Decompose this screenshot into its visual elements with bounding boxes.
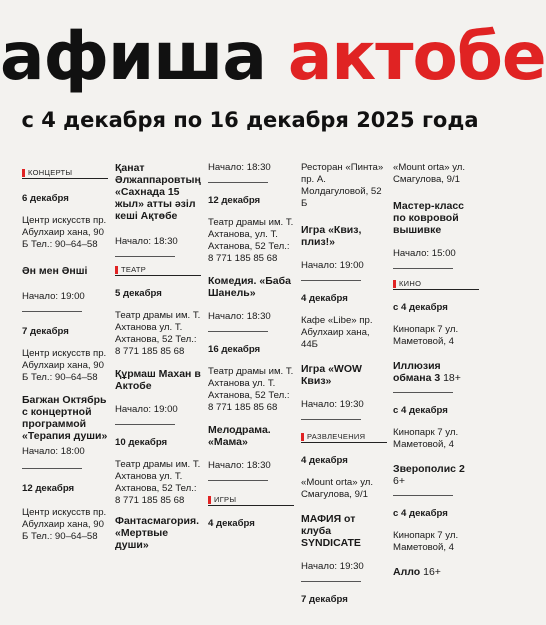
event-date: с 4 декабря — [393, 405, 448, 416]
event-date: 4 декабря — [301, 455, 348, 466]
column-1 — [22, 162, 108, 543]
event-date: 12 декабря — [22, 483, 75, 494]
category-games: ИГРЫ — [208, 495, 294, 506]
event-venue: Кафе «Libe» пр. Абулхаир хана, 44Б — [301, 315, 373, 350]
divider — [393, 392, 453, 393]
divider — [301, 280, 361, 281]
category-concerts: КОНЦЕРТЫ — [22, 168, 108, 179]
event-date: 6 декабря — [22, 193, 69, 204]
age-rating: 16+ — [423, 566, 441, 578]
event-venue: Кинопарк 7 ул. Маметовой, 4 — [393, 530, 459, 553]
category-theatre: ТЕАТР — [115, 265, 201, 276]
event-title — [393, 463, 479, 487]
event-title: Ән мен Әнші — [22, 265, 88, 277]
event-time: Начало: 18:30 — [208, 311, 271, 322]
event-date: 10 декабря — [115, 437, 168, 448]
event-time: Начало: 18:00 — [22, 446, 85, 457]
event-title: Құрмаш Махан в Актобе — [115, 368, 201, 392]
event-title — [393, 566, 479, 578]
divider — [22, 468, 82, 469]
event-venue: Центр искусств пр. Абулхаир хана, 90 Б Тел.: 90–64–58 — [22, 348, 107, 383]
divider — [301, 581, 361, 582]
age-rating: 18+ — [443, 372, 461, 384]
movie-title: Иллюзия обмана 3 — [393, 360, 441, 384]
event-venue: Театр драмы им. Т. Ахтанова ул. Т. Ахтанова, 52 Тел.: 8 771 185 85 68 — [115, 459, 201, 506]
event-venue: Театр драмы им. Т. Ахтанова ул. Т. Ахтанова, 52 Тел.: 8 771 185 85 68 — [115, 310, 201, 357]
event-time: Начало: 19:30 — [301, 399, 364, 410]
movie-title: Зверополис 2 — [393, 463, 465, 475]
event-title — [393, 360, 479, 384]
movie-title: Алло — [393, 566, 421, 578]
category-entertainment: РАЗВЛЕЧЕНИЯ — [301, 432, 387, 443]
column-4 — [301, 162, 387, 612]
event-date: 12 декабря — [208, 195, 261, 206]
event-time: Начало: 18:30 — [208, 162, 271, 173]
event-date: 7 декабря — [22, 326, 69, 337]
event-time: Начало: 19:30 — [301, 561, 364, 572]
event-title: МАФИЯ от клуба SYNDICATE — [301, 513, 361, 549]
event-title: Қанат Әлжаппаровтың «Сахнада 15 жыл» атты әзіл кеші Ақтөбе — [115, 162, 201, 222]
event-title: Багжан Октябрь с концертной программой «Терапия души» — [22, 394, 108, 442]
age-rating: 6+ — [393, 475, 405, 487]
column-3 — [208, 162, 294, 536]
event-title: Мелодрама. «Мама» — [208, 424, 271, 448]
event-venue: Театр драмы им. Т. Ахтанова, ул. Т. Ахтанова, 52 Тел.: 8 771 185 85 68 — [208, 217, 294, 264]
event-venue: Кинопарк 7 ул. Маметовой, 4 — [393, 324, 459, 347]
event-venue: Ресторан «Пинта» пр. А. Молдагуловой, 52 Б — [301, 162, 384, 209]
event-date: 7 декабря — [301, 594, 348, 605]
divider — [301, 419, 361, 420]
event-time: Начало: 15:00 — [393, 248, 456, 259]
event-title: Игра «Квиз, плиз!» — [301, 224, 362, 248]
column-2 — [115, 162, 201, 555]
column-5 — [393, 162, 479, 582]
event-venue: Центр искусств пр. Абулхаир хана, 90 Б Тел.: 90–64–58 — [22, 507, 107, 542]
event-time: Начало: 18:30 — [115, 236, 178, 247]
event-date: 4 декабря — [301, 293, 348, 304]
event-date: 5 декабря — [115, 288, 162, 299]
divider — [208, 331, 268, 332]
event-title: Фантасмагория. «Мертвые души» — [115, 515, 199, 551]
divider — [115, 256, 175, 257]
event-date: с 4 декабря — [393, 508, 448, 519]
event-time: Начало: 19:00 — [22, 291, 85, 302]
divider — [22, 311, 82, 312]
event-time: Начало: 19:00 — [301, 260, 364, 271]
title-black: афиша — [0, 18, 266, 95]
category-cinema: КИНО — [393, 279, 479, 290]
event-date: 4 декабря — [208, 518, 255, 529]
event-title: Игра «WOW Квиз» — [301, 363, 362, 387]
divider — [393, 495, 453, 496]
event-date: 16 декабря — [208, 344, 261, 355]
event-venue: Кинопарк 7 ул. Маметовой, 4 — [393, 427, 459, 450]
date-range-subtitle: с 4 декабря по 16 декабря 2025 года — [21, 108, 479, 132]
event-time: Начало: 18:30 — [208, 460, 271, 471]
divider — [393, 268, 453, 269]
divider — [208, 480, 268, 481]
event-venue: Центр искусств пр. Абулхаир хана, 90 Б Тел.: 90–64–58 — [22, 215, 107, 250]
page-title — [0, 18, 546, 95]
event-title: Комедия. «Баба Шанель» — [208, 275, 291, 299]
event-venue: «Mount orta» ул. Смагулова, 9/1 — [393, 162, 466, 185]
divider — [115, 424, 175, 425]
event-venue: «Mount orta» ул. Смагулова, 9/1 — [301, 477, 374, 500]
event-date: с 4 декабря — [393, 302, 448, 313]
divider — [208, 182, 268, 183]
title-red: актобе — [287, 18, 546, 95]
event-venue: Театр драмы им. Т. Ахтанова ул. Т. Ахтанова, 52 Тел.: 8 771 185 85 68 — [208, 366, 294, 413]
event-time: Начало: 19:00 — [115, 404, 178, 415]
event-title: Мастер-класс по ковровой вышивке — [393, 200, 465, 236]
